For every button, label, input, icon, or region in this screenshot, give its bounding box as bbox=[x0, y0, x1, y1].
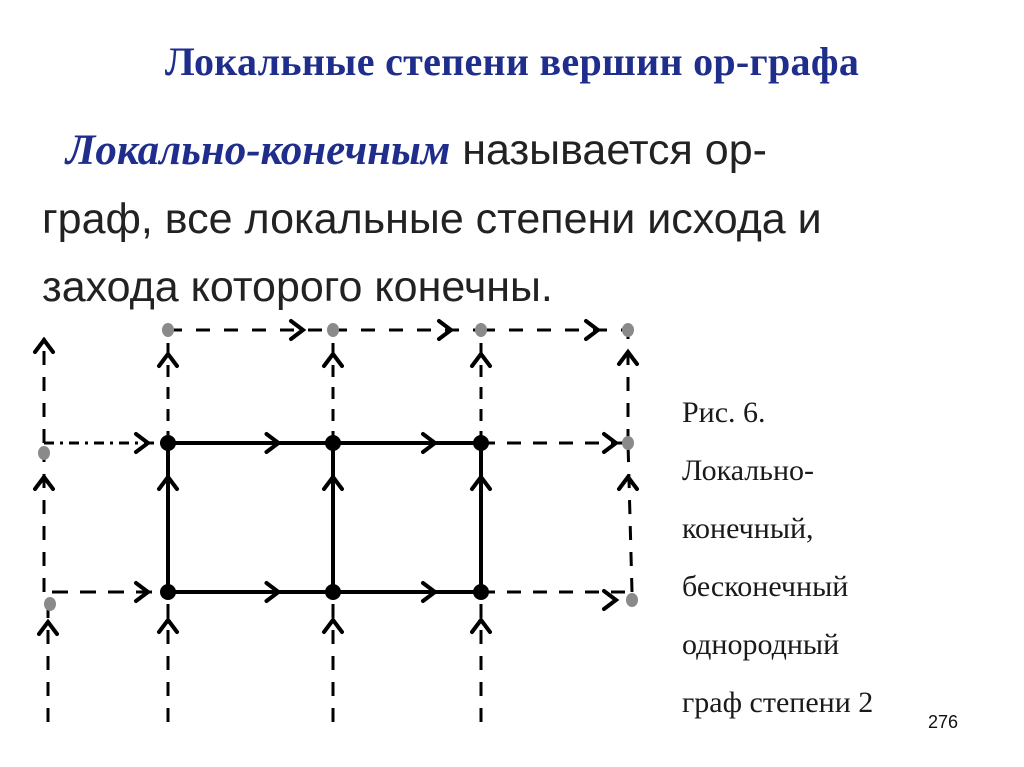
graph-vertices bbox=[38, 323, 638, 611]
ghost-vertex-right-bot bbox=[626, 593, 638, 607]
arrow-up-top-0 bbox=[159, 354, 177, 366]
definition-term: Локально-конечным bbox=[65, 127, 451, 174]
ghost-vertex-top-2 bbox=[475, 323, 487, 337]
arrow-right-mid bbox=[604, 434, 616, 452]
ghost-vertex-top-3 bbox=[622, 323, 634, 337]
ghost-vertex-top-1 bbox=[327, 323, 339, 337]
caption-line-1: Рис. 6. bbox=[682, 396, 766, 429]
figure-caption bbox=[682, 384, 982, 732]
ghost-vertex-right-mid bbox=[622, 436, 634, 450]
arrow-top-2 bbox=[586, 321, 598, 339]
arrow-left-upper bbox=[35, 340, 53, 352]
caption-line-2: Локально- bbox=[682, 454, 814, 487]
caption-line-5: однородный bbox=[682, 628, 840, 661]
definition-line-1-rest: называется ор- bbox=[450, 126, 767, 174]
solid-vertex-bot-0 bbox=[160, 584, 176, 600]
caption-line-3: конечный, bbox=[682, 512, 814, 545]
slide-title: Локальные степени вершин ор-графа bbox=[164, 39, 860, 84]
arrow-up-top-1 bbox=[324, 354, 342, 366]
solid-vertex-bot-2 bbox=[473, 584, 489, 600]
solid-vertex-mid-2 bbox=[473, 435, 489, 451]
caption-line-6: граф степени 2 bbox=[682, 686, 874, 719]
ghost-vertex-left-mid bbox=[38, 446, 50, 460]
caption-line-4: бесконечный bbox=[682, 570, 849, 603]
definition-line-2: граф, все локальные степени исхода и bbox=[42, 195, 822, 243]
definition-line-3: захода которого конечны. bbox=[42, 263, 553, 311]
page-number: 276 bbox=[928, 712, 959, 732]
ghost-vertex-left-bot bbox=[44, 597, 56, 611]
arrow-right-bot bbox=[604, 591, 616, 609]
arrow-up-top-2 bbox=[472, 354, 490, 366]
graph-edges bbox=[35, 321, 637, 722]
solid-vertex-mid-1 bbox=[325, 435, 341, 451]
solid-vertex-bot-1 bbox=[325, 584, 341, 600]
solid-vertex-mid-0 bbox=[160, 435, 176, 451]
dashed-right-lower bbox=[628, 443, 632, 592]
ghost-vertex-top-0 bbox=[162, 323, 174, 337]
